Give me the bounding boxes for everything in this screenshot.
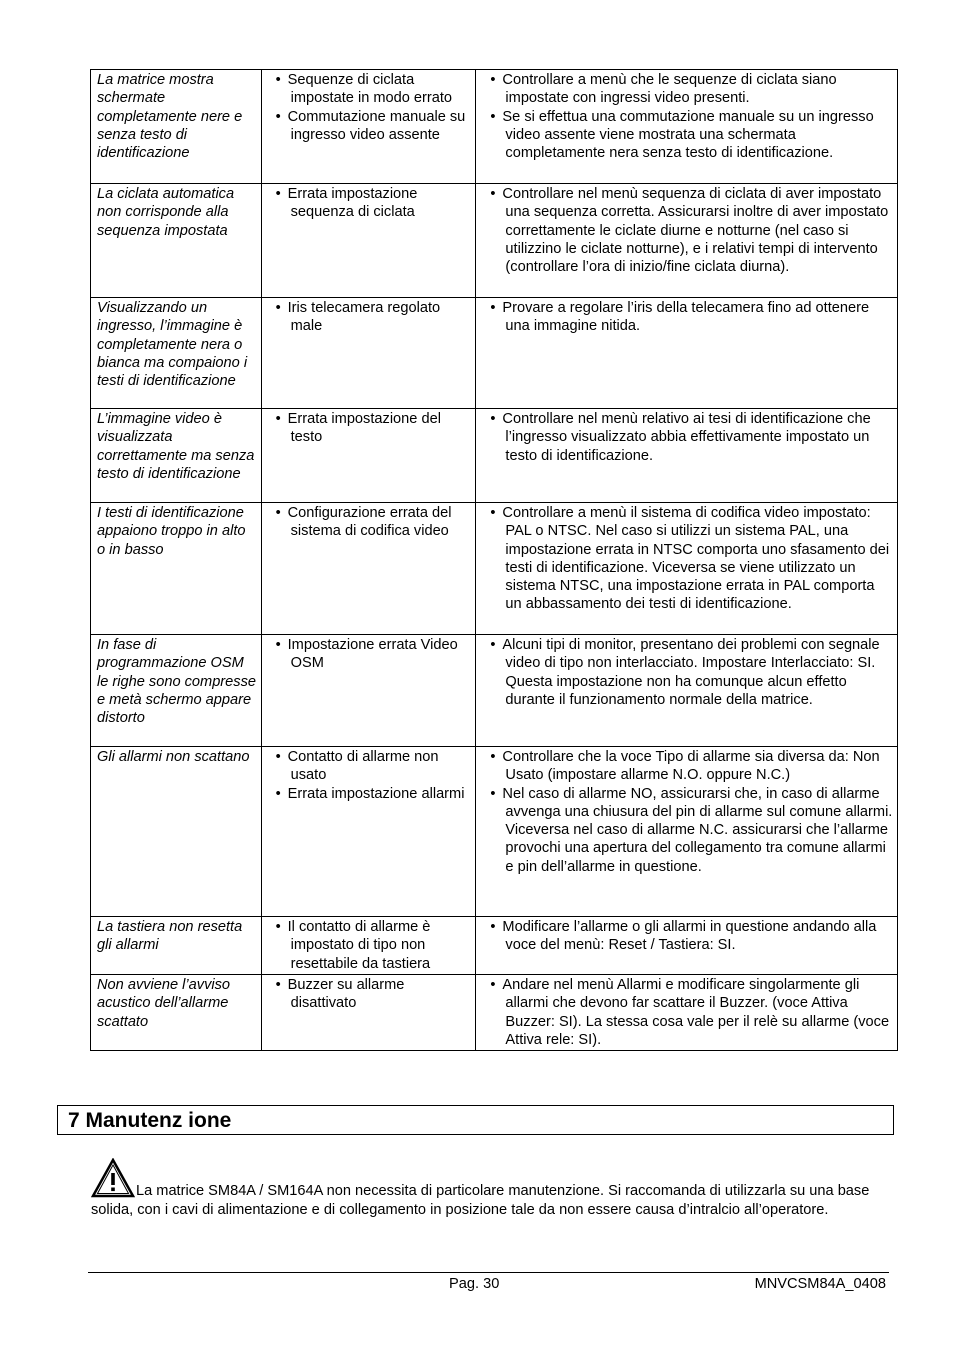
section-title: 7 Manutenz ione bbox=[68, 1109, 232, 1132]
list-item: • Configurazione errata del sistema di codifica video bbox=[268, 504, 472, 541]
document-code: MNVCSM84A_0408 bbox=[754, 1276, 886, 1292]
cause-cell bbox=[261, 975, 476, 1051]
list-item: • Nel caso di allarme NO, assicurarsi che, in caso di allarme avvenga una chiusura del pin di allarme sul comune allarmi. Viceversa nel caso di allarme N.C. assicurarsi che l’allarme provochi una apertura del collegamento tra comune allarmi e pin dell’allarme in questione. bbox=[482, 785, 893, 876]
list-item: • Buzzer su allarme disattivato bbox=[268, 976, 472, 1013]
cause-cell bbox=[261, 70, 476, 184]
table-row bbox=[91, 917, 898, 975]
list-item: • Contatto di allarme non usato bbox=[268, 748, 472, 785]
list-item: • Il contatto di allarme è impostato di tipo non resettabile da tastiera bbox=[268, 918, 472, 973]
table-row bbox=[91, 298, 898, 409]
section-heading-box bbox=[57, 1105, 894, 1135]
remedy-cell bbox=[476, 503, 898, 635]
cause-cell bbox=[261, 298, 476, 409]
remedy-cell bbox=[476, 70, 898, 184]
table-row bbox=[91, 635, 898, 747]
table-row bbox=[91, 184, 898, 298]
cause-cell bbox=[261, 747, 476, 917]
list-item: • Se si effettua una commutazione manuale su un ingresso video assente viene mostrata una schermata completamente nera senza testo di identificazione. bbox=[482, 108, 893, 163]
page-number: Pag. 30 bbox=[449, 1276, 500, 1292]
symptom-cell: L’immagine video è visualizzata correttamente ma senza testo di identificazione bbox=[91, 409, 262, 503]
cause-cell bbox=[261, 917, 476, 975]
cause-cell bbox=[261, 503, 476, 635]
list-item: • Iris telecamera regolato male bbox=[268, 299, 472, 336]
symptom-cell: Visualizzando un ingresso, l’immagine è completamente nera o bianca ma compaiono i testi di identificazione bbox=[91, 298, 262, 409]
table-row bbox=[91, 409, 898, 503]
cause-cell bbox=[261, 184, 476, 298]
remedy-cell bbox=[476, 635, 898, 747]
troubleshooting-table bbox=[90, 69, 898, 1051]
list-item: • Sequenze di ciclata impostate in modo errato bbox=[268, 71, 472, 108]
table-row bbox=[91, 70, 898, 184]
maintenance-paragraph bbox=[91, 1182, 891, 1219]
symptom-cell: In fase di programmazione OSM le righe sono compresse e metà schermo appare distorto bbox=[91, 635, 262, 747]
table-row bbox=[91, 747, 898, 917]
list-item: • Controllare a menù che le sequenze di ciclata siano impostate con ingressi video presenti. bbox=[482, 71, 893, 108]
list-item: • Impostazione errata Video OSM bbox=[268, 636, 472, 673]
list-item: • Errata impostazione allarmi bbox=[268, 785, 472, 803]
symptom-cell: La matrice mostra schermate completamente nere e senza testo di identificazione bbox=[91, 70, 262, 184]
table-row bbox=[91, 975, 898, 1051]
list-item: • Andare nel menù Allarmi e modificare singolarmente gli allarmi che devono far scattare il Buzzer. (voce Attiva Buzzer: SI). La stessa cosa vale per il relè su allarme (voce Attiva rele: SI). bbox=[482, 976, 893, 1049]
list-item: • Controllare a menù il sistema di codifica video impostato: PAL o NTSC. Nel caso si utilizzi un sistema PAL, una impostazione errata in NTSC comporta uno sfasamento dei testi di identificazione. Viceversa se viene utilizzato un sistema NTSC, una impostazione errata in PAL comporta un abbassamento dei testi di identificazione. bbox=[482, 504, 893, 614]
symptom-cell: Non avviene l’avviso acustico dell’allarme scattato bbox=[91, 975, 262, 1051]
list-item: • Errata impostazione del testo bbox=[268, 410, 472, 447]
symptom-cell: Gli allarmi non scattano bbox=[91, 747, 262, 917]
list-item: • Controllare nel menù sequenza di ciclata di aver impostato una sequenza corretta. Assicurarsi inoltre di aver impostato correttamente le ciclate diurne e notturne (nel caso si utilizzino le ciclate notturne), e i relativi tempi di intervento (controllare l’ora di inizio/fine ciclata diurna). bbox=[482, 185, 893, 276]
symptom-cell: La tastiera non resetta gli allarmi bbox=[91, 917, 262, 975]
list-item: • Alcuni tipi di monitor, presentano dei problemi con segnale video di tipo non interlacciato. Impostare Interlacciato: SI. Questa impostazione non ha comunque alcun effetto durante il funzionamento normale della matrice. bbox=[482, 636, 893, 709]
symptom-cell: La ciclata automatica non corrisponde alla sequenza impostata bbox=[91, 184, 262, 298]
remedy-cell bbox=[476, 975, 898, 1051]
table-row bbox=[91, 503, 898, 635]
list-item: • Errata impostazione sequenza di ciclata bbox=[268, 185, 472, 222]
symptom-cell: I testi di identificazione appaiono troppo in alto o in basso bbox=[91, 503, 262, 635]
remedy-cell bbox=[476, 917, 898, 975]
list-item: • Controllare nel menù relativo ai tesi di identificazione che l’ingresso visualizzato abbia effettivamente impostato un testo di identificazione. bbox=[482, 410, 893, 465]
cause-cell bbox=[261, 409, 476, 503]
remedy-cell bbox=[476, 409, 898, 503]
remedy-cell bbox=[476, 298, 898, 409]
remedy-cell bbox=[476, 747, 898, 917]
list-item: • Commutazione manuale su ingresso video assente bbox=[268, 108, 472, 145]
remedy-cell bbox=[476, 184, 898, 298]
cause-cell bbox=[261, 635, 476, 747]
footer-rule bbox=[88, 1272, 889, 1273]
list-item: • Modificare l’allarme o gli allarmi in questione andando alla voce del menù: Reset / Tastiera: SI. bbox=[482, 918, 893, 955]
list-item: • Provare a regolare l’iris della telecamera fino ad ottenere una immagine nitida. bbox=[482, 299, 893, 336]
list-item: • Controllare che la voce Tipo di allarme sia diversa da: Non Usato (impostare allarme N.O. oppure N.C.) bbox=[482, 748, 893, 785]
maintenance-text: La matrice SM84A / SM164A non necessita di particolare manutenzione. Si raccomanda di utilizzarla su una base solida, con i cavi di alimentazione e di collegamento in posizione tale da non essere causa d’intralcio all’operatore. bbox=[91, 1183, 870, 1218]
